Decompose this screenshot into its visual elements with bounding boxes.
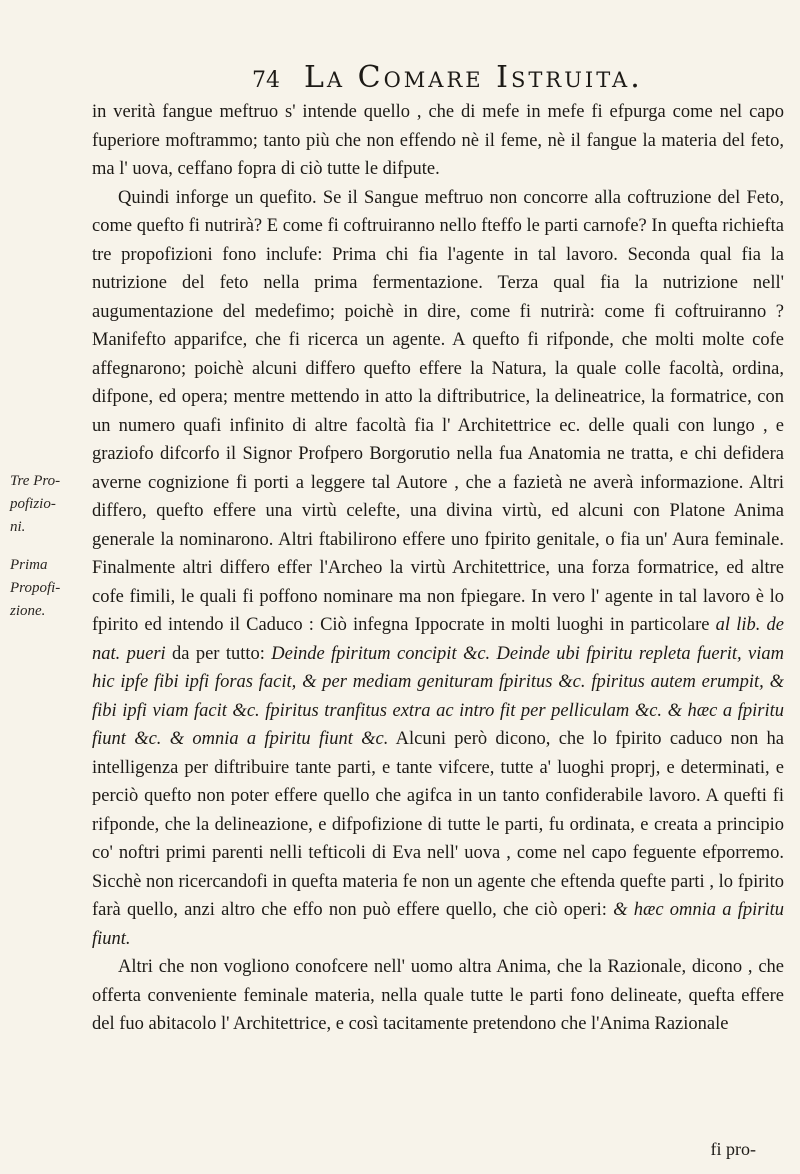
margin-note-prima-proposizione: Prima Propofi- zione. [10, 557, 61, 619]
paragraph-2-b: da per tutto: [172, 643, 265, 664]
running-title: La Comare Istruita. [304, 60, 643, 95]
latin-quotation-2: & hæc omnia a fpiritu fiunt. [92, 900, 785, 949]
paragraph-2 [92, 184, 784, 954]
latin-quotation-1: Deinde fpiritum concipit &c. Deinde ubi fpiritu repleta fuerit, viam hic ipfe fibi ipfi foras facit, & per mediam genituram fpiritus &c. fpiritus autem erumpit, & fibi ipfi viam facit &c. fpiritus tranfitus extra ac intro fit per pelliculam &c. & hæc a fpiritu fiunt &c. & omnia a fpiritu fiunt &c. [92, 643, 784, 749]
catchword: fi pro- [710, 1139, 756, 1159]
citation: al lib. de nat. pueri [92, 615, 784, 664]
page-header [252, 60, 780, 100]
page-number: 74 [252, 68, 280, 93]
margin-note-tre-proposizioni: Tre Pro- pofizio- ni. [10, 473, 61, 535]
paragraph-3: Altri che non vogliono conofcere nell' uomo altra Anima, che la Razionale, dicono , che offerta conveniente feminale materia, nella quale tutte le parti fono delineate, quefta effere del fuo abitacolo l' Architettrice, e così tacitamente pretendono che l'Anima Razionale [92, 957, 784, 1034]
paragraph-2-text: Quindi inforge un quefito. Se il Sangue meftruo non concorre alla coftruzione del Feto, come quefto fi nutrirà? E come fi coftruiranno nello fteffo le parti carnofe? In quefta richiefta tre propofizioni fono inclufe: Prima chi fia l'agente in tal lavoro. Seconda qual fia la nutrizione del feto nella prima fermentazione. Terza qual fia la nutrizione nell' augumentazione del medefimo; poichè in dire, come fi nutrirà: come fi coftruiranno ? Manifefto apparifce, che fi ricerca un agente. A quefto fi rifponde, che molti molte cofe affegnarono; poichè alcuni differo quefto effere la Natura, la quale colle facoltà, ordina, difpone, ed opera; mentre mettendo in atto la diftributrice, la delineatrice, la formatrice, con un numero quafi infinito di altre facoltà fia l' Architettrice ec. delle quali con lungo , e graziofo difcorfo il Signor Profpero Borgorutio nella fua Anatomia ne tratta, e chi defidera averne cognizione fi porti a leggere tal Autore , che a fazietà ne averà informazione. Altri differo, quefto effere una virtù celefte, una divina virtù, ed alcuni con Platone Anima generale la nominarono. Altri ftabilirono effere uno fpirito genitale, o fia un' Aura feminale. Finalmente altri differo effer l'Archeo la virtù Architettrice, una forza formatrice, ed altre cofe fimili, le quali fi poffono nominare ma non fpiegare. In vero l' agente in tal lavoro è lo fpirito ed intendo il Caduco : Ciò infegna Ippocrate in molti luoghi in particolare [92, 187, 784, 635]
body-text [92, 98, 784, 1039]
paragraph-1: in verità fangue meftruo s' intende quello , che di mefe in mefe fi efpurga come nel capo fuperiore moftrammo; tanto più che non effendo nè il feme, nè il fangue la materia del feto, ma l' uova, ceffano fopra di ciò tutte le difpute. [92, 102, 784, 179]
paragraph-2-c: Alcuni però dicono, che lo fpirito caduco non ha intelligenza per diftribuire tante parti, e tante vifcere, tutte a' luoghi proprj, e determinati, e perciò quefto non poter effere quello che agifca in un tanto confiderabile lavoro. A quefti fi rifponde, che la delineazione, e difpofizione di tutte le parti, fu ordinata, e creata a principio co' noftri primi parenti nelli tefticoli di Eva nell' uova , come nel capo feguente efporremo. Sicchè non ricercandofi in quefta materia fe non un agente che eftenda quefte parti , lo fpirito farà quello, anzi altro che effo non può effere quello, che ciò operi: [92, 729, 784, 920]
